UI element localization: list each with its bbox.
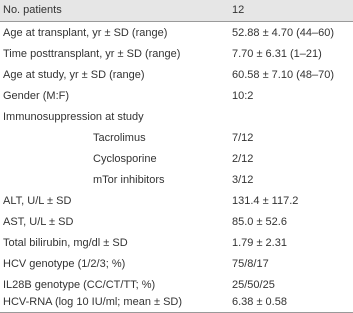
row-value: 75/8/17 bbox=[232, 258, 269, 270]
row-label: Time posttransplant, yr ± SD (range) bbox=[3, 48, 181, 60]
table-row bbox=[0, 149, 353, 170]
row-value: 10:2 bbox=[232, 90, 254, 102]
table-row bbox=[0, 86, 353, 107]
row-value: 3/12 bbox=[232, 174, 254, 186]
row-value: 6.38 ± 0.58 bbox=[232, 296, 287, 308]
table-row bbox=[0, 254, 353, 275]
row-label: Gender (M:F) bbox=[3, 90, 70, 102]
row-label: Tacrolimus bbox=[93, 132, 146, 144]
table-row bbox=[0, 44, 353, 65]
row-label: HCV genotype (1/2/3; %) bbox=[3, 258, 126, 270]
table-row bbox=[0, 128, 353, 149]
row-value: 7.70 ± 6.31 (1–21) bbox=[232, 48, 322, 60]
row-value: 85.0 ± 52.6 bbox=[232, 216, 287, 228]
row-value: 52.88 ± 4.70 (44–60) bbox=[232, 27, 335, 39]
row-label: Age at transplant, yr ± SD (range) bbox=[3, 27, 168, 39]
row-label: IL28B genotype (CC/CT/TT; %) bbox=[3, 279, 156, 291]
header-rule bbox=[0, 21, 353, 22]
table-row bbox=[0, 233, 353, 254]
table-row bbox=[0, 107, 353, 128]
row-label: Age at study, yr ± SD (range) bbox=[3, 69, 145, 81]
row-value: 7/12 bbox=[232, 132, 254, 144]
row-label: Immunosuppression at study bbox=[3, 111, 144, 123]
row-value: 60.58 ± 7.10 (48–70) bbox=[232, 69, 335, 81]
row-label: HCV-RNA (log 10 IU/ml; mean ± SD) bbox=[3, 296, 183, 308]
row-value: 131.4 ± 117.2 bbox=[232, 195, 299, 207]
table-row bbox=[0, 65, 353, 86]
row-label: Cyclosporine bbox=[93, 153, 157, 165]
header-value: 12 bbox=[232, 4, 245, 16]
table-row bbox=[0, 191, 353, 212]
table-row bbox=[0, 23, 353, 44]
table-header-row bbox=[0, 0, 353, 21]
row-label: mTor inhibitors bbox=[93, 174, 165, 186]
row-value: 25/50/25 bbox=[232, 279, 275, 291]
row-value: 1.79 ± 2.31 bbox=[232, 237, 287, 249]
table-row bbox=[0, 170, 353, 191]
row-label: AST, U/L ± SD bbox=[3, 216, 74, 228]
table-row bbox=[0, 292, 353, 313]
header-label: No. patients bbox=[3, 4, 62, 16]
row-label: Total bilirubin, mg/dl ± SD bbox=[3, 237, 128, 249]
row-value: 2/12 bbox=[232, 153, 254, 165]
table-row bbox=[0, 212, 353, 233]
row-label: ALT, U/L ± SD bbox=[3, 195, 72, 207]
